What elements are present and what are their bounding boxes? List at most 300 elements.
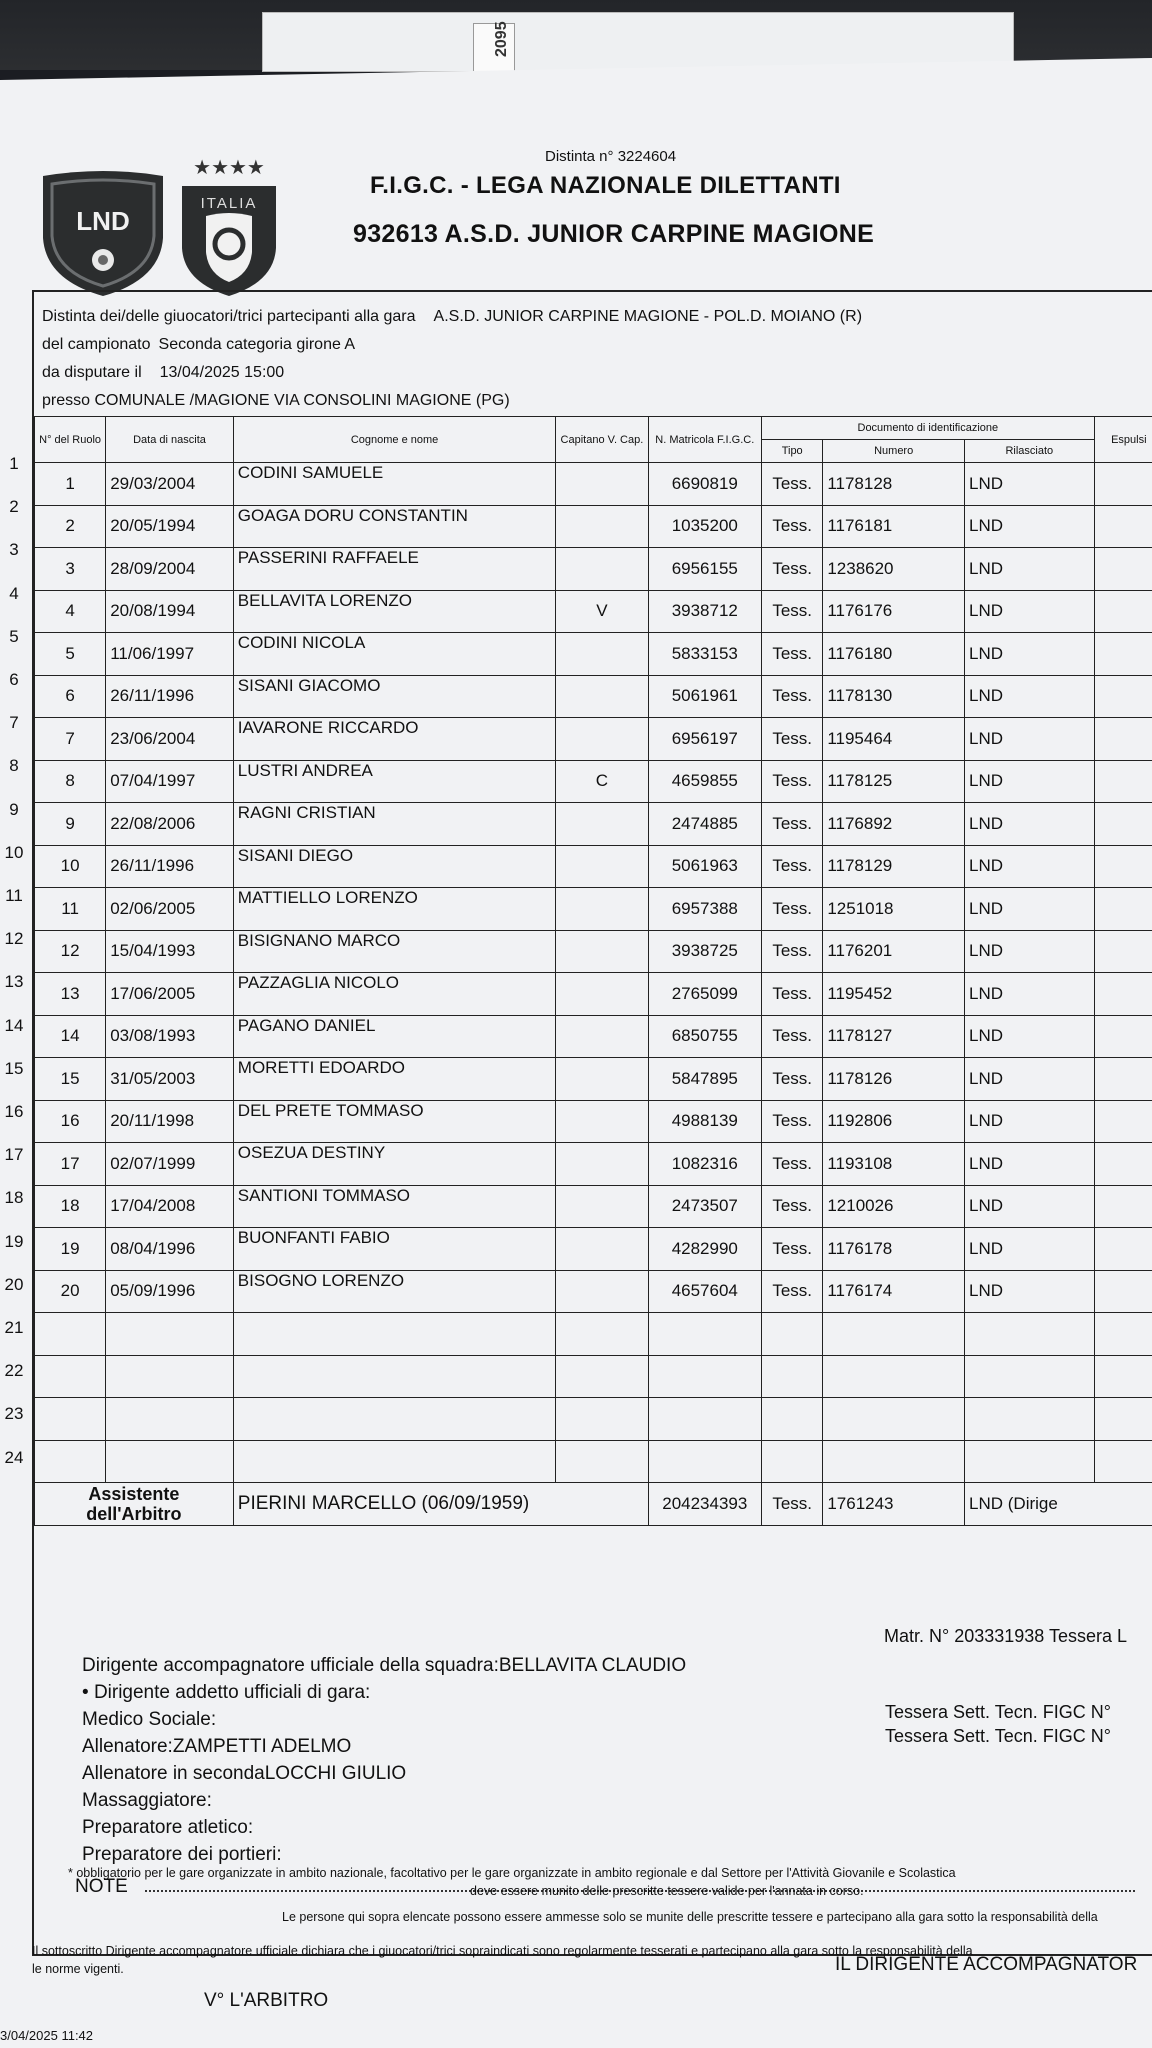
player-name: DEL PRETE TOMMASO <box>233 1100 556 1143</box>
player-captain <box>556 548 648 591</box>
player-espulsi <box>1094 1228 1152 1271</box>
player-name: BUONFANTI FABIO <box>233 1228 556 1271</box>
player-doc-numero: 1176892 <box>823 803 965 846</box>
row-number: 15 <box>4 1058 24 1078</box>
background-code-text: 2095 <box>493 21 510 57</box>
player-matricola: 2473507 <box>648 1185 762 1228</box>
row-number: 23 <box>4 1404 24 1424</box>
player-doc-rilasciato: LND <box>965 1015 1095 1058</box>
player-doc-rilasciato: LND <box>965 718 1095 761</box>
player-matricola: 6957388 <box>648 888 762 931</box>
player-name: CODINI SAMUELE <box>233 463 556 506</box>
player-doc-rilasciato: LND <box>965 888 1095 931</box>
player-name: RAGNI CRISTIAN <box>233 803 556 846</box>
player-dob: 07/04/1997 <box>106 760 234 803</box>
player-doc-tipo: Tess. <box>762 505 823 548</box>
player-name <box>233 1313 556 1356</box>
table-row <box>35 760 1152 803</box>
player-name: MORETTI EDOARDO <box>233 1058 556 1101</box>
player-doc-numero: 1195464 <box>823 718 965 761</box>
player-doc-tipo: Tess. <box>762 675 823 718</box>
player-doc-tipo <box>762 1355 823 1398</box>
row-number: 22 <box>4 1361 24 1381</box>
player-name: SANTIONI TOMMASO <box>233 1185 556 1228</box>
player-ruolo: 15 <box>35 1058 106 1101</box>
footnote-1: * obbligatorio per le gare organizzate in ambito nazionale, facoltativo per le gare organizzate in ambito regionale e dal Settore per l'Attività Giovanile e Scolastica <box>68 1866 956 1880</box>
col-documento: Documento di identificazione <box>762 417 1095 440</box>
player-dob: 20/11/1998 <box>106 1100 234 1143</box>
row-number: 13 <box>4 972 24 992</box>
col-numero: Numero <box>823 440 965 463</box>
table-row <box>35 463 1152 506</box>
staff-list <box>82 1652 686 1868</box>
player-doc-numero: 1192806 <box>823 1100 965 1143</box>
assistant-note: (Dirige <box>1007 1493 1058 1513</box>
player-matricola <box>648 1355 762 1398</box>
footnote-1b: deve essere munito delle prescritte tessere valide per l'annata in corso. <box>470 1884 864 1898</box>
col-matricola: N. Matricola F.I.G.C. <box>648 417 762 463</box>
table-row <box>35 1398 1152 1441</box>
player-doc-rilasciato: LND <box>965 1228 1095 1271</box>
player-captain <box>556 1015 648 1058</box>
player-dob: 17/06/2005 <box>106 973 234 1016</box>
player-doc-tipo: Tess. <box>762 1228 823 1271</box>
staff-allenatore: Allenatore:ZAMPETTI ADELMO <box>82 1736 352 1757</box>
table-row <box>35 1100 1152 1143</box>
table-row <box>35 1185 1152 1228</box>
row-number: 5 <box>9 626 19 646</box>
player-doc-rilasciato: LND <box>965 930 1095 973</box>
player-doc-tipo <box>762 1313 823 1356</box>
player-captain <box>556 1058 648 1101</box>
player-matricola: 4988139 <box>648 1100 762 1143</box>
player-name: IAVARONE RICCARDO <box>233 718 556 761</box>
player-espulsi <box>1094 1440 1152 1483</box>
player-dob: 20/08/1994 <box>106 590 234 633</box>
player-ruolo: 2 <box>35 505 106 548</box>
player-matricola: 5847895 <box>648 1058 762 1101</box>
table-row <box>35 505 1152 548</box>
player-name: PAGANO DANIEL <box>233 1015 556 1058</box>
player-espulsi <box>1094 590 1152 633</box>
player-doc-rilasciato: LND <box>965 675 1095 718</box>
player-matricola: 6850755 <box>648 1015 762 1058</box>
player-ruolo: 12 <box>35 930 106 973</box>
assistant-matricola: 204234393 <box>648 1483 762 1526</box>
table-row <box>35 675 1152 718</box>
table-row <box>35 1313 1152 1356</box>
player-ruolo: 6 <box>35 675 106 718</box>
player-espulsi <box>1094 718 1152 761</box>
player-doc-rilasciato: LND <box>965 1270 1095 1313</box>
player-doc-numero: 1178127 <box>823 1015 965 1058</box>
assistant-row <box>35 1483 1152 1526</box>
player-dob <box>106 1440 234 1483</box>
table-row <box>35 718 1152 761</box>
assistant-label: Assistente dell'Arbitro <box>35 1483 234 1526</box>
player-dob: 08/04/1996 <box>106 1228 234 1271</box>
row-number: 14 <box>4 1015 24 1035</box>
player-ruolo: 1 <box>35 463 106 506</box>
player-captain <box>556 1313 648 1356</box>
player-doc-numero: 1176180 <box>823 633 965 676</box>
player-matricola: 1035200 <box>648 505 762 548</box>
player-dob: 31/05/2003 <box>106 1058 234 1101</box>
player-espulsi <box>1094 1058 1152 1101</box>
photo-timestamp: 3/04/2025 11:42 <box>0 2028 94 2043</box>
staff-dirigente: Dirigente accompagnatore ufficiale della squadra:BELLAVITA CLAUDIO <box>82 1655 687 1676</box>
player-ruolo: 14 <box>35 1015 106 1058</box>
player-dob: 22/08/2006 <box>106 803 234 846</box>
player-doc-numero <box>823 1355 965 1398</box>
player-doc-rilasciato <box>965 1398 1095 1441</box>
player-captain <box>556 505 648 548</box>
player-ruolo: 10 <box>35 845 106 888</box>
referee-signature-label: V° L'ARBITRO <box>204 1990 329 2011</box>
player-espulsi <box>1094 845 1152 888</box>
match-line-3-label: da disputare il <box>42 364 142 381</box>
player-espulsi <box>1094 760 1152 803</box>
player-matricola <box>648 1440 762 1483</box>
player-captain <box>556 845 648 888</box>
row-number: 7 <box>9 713 19 733</box>
staff-massaggiatore: Massaggiatore: <box>82 1790 212 1811</box>
player-espulsi <box>1094 973 1152 1016</box>
player-espulsi <box>1094 675 1152 718</box>
player-dob <box>106 1313 234 1356</box>
player-name: LUSTRI ANDREA <box>233 760 556 803</box>
player-espulsi <box>1094 930 1152 973</box>
row-number: 21 <box>4 1318 24 1337</box>
lnd-logo <box>38 168 168 298</box>
player-doc-rilasciato: LND <box>965 1143 1095 1186</box>
player-matricola: 4657604 <box>648 1270 762 1313</box>
player-ruolo: 13 <box>35 973 106 1016</box>
table-row <box>35 973 1152 1016</box>
player-name <box>233 1440 556 1483</box>
player-matricola: 5061963 <box>648 845 762 888</box>
player-captain <box>556 803 648 846</box>
table-row <box>35 845 1152 888</box>
player-matricola <box>648 1313 762 1356</box>
player-doc-tipo: Tess. <box>762 1185 823 1228</box>
player-doc-tipo: Tess. <box>762 463 823 506</box>
player-doc-numero <box>823 1398 965 1441</box>
row-number: 3 <box>9 540 19 560</box>
player-matricola: 3938725 <box>648 930 762 973</box>
player-doc-tipo: Tess. <box>762 930 823 973</box>
staff-preparatore: Preparatore atletico: <box>82 1817 254 1838</box>
player-doc-numero: 1238620 <box>823 548 965 591</box>
row-number: 1 <box>9 454 19 473</box>
player-ruolo: 4 <box>35 590 106 633</box>
player-espulsi <box>1094 1355 1152 1398</box>
player-doc-tipo: Tess. <box>762 718 823 761</box>
background-code-label <box>473 23 515 73</box>
player-captain <box>556 1228 648 1271</box>
player-espulsi <box>1094 1015 1152 1058</box>
player-espulsi <box>1094 463 1152 506</box>
player-captain <box>556 633 648 676</box>
player-name <box>233 1398 556 1441</box>
player-dob: 05/09/1996 <box>106 1270 234 1313</box>
col-tipo: Tipo <box>762 440 823 463</box>
col-nome: Cognome e nome <box>233 417 556 463</box>
federation-title: F.I.G.C. - LEGA NAZIONALE DILETTANTI <box>370 172 841 199</box>
player-ruolo: 11 <box>35 888 106 931</box>
player-doc-numero: 1176174 <box>823 1270 965 1313</box>
player-matricola: 2474885 <box>648 803 762 846</box>
player-ruolo <box>35 1355 106 1398</box>
player-dob: 02/07/1999 <box>106 1143 234 1186</box>
player-dob: 26/11/1996 <box>106 845 234 888</box>
table-row <box>35 1228 1152 1271</box>
table-row <box>35 888 1152 931</box>
player-captain: V <box>556 590 648 633</box>
player-espulsi <box>1094 1143 1152 1186</box>
col-rilasciato: Rilasciato <box>965 440 1095 463</box>
player-doc-tipo: Tess. <box>762 845 823 888</box>
player-espulsi <box>1094 548 1152 591</box>
match-line-1 <box>42 308 862 326</box>
player-matricola: 1082316 <box>648 1143 762 1186</box>
col-ruolo: N° del Ruolo <box>35 417 106 463</box>
player-matricola: 4659855 <box>648 760 762 803</box>
note-label: NOTE <box>75 1876 128 1897</box>
match-line-3-value: 13/04/2025 15:00 <box>159 364 285 381</box>
player-doc-rilasciato: LND <box>965 463 1095 506</box>
player-doc-rilasciato: LND <box>965 633 1095 676</box>
row-number: 16 <box>4 1102 24 1121</box>
player-name: PAZZAGLIA NICOLO <box>233 973 556 1016</box>
match-line-2 <box>42 336 355 354</box>
player-doc-tipo <box>762 1440 823 1483</box>
player-doc-numero <box>823 1440 965 1483</box>
footnote-3b: le norme vigenti. <box>32 1962 124 1976</box>
player-dob: 23/06/2004 <box>106 718 234 761</box>
staff-addetto-text: Dirigente addetto ufficiali di gara: <box>93 1682 371 1703</box>
player-ruolo <box>35 1398 106 1441</box>
player-captain <box>556 718 648 761</box>
match-line-2-label: del campionato <box>42 336 151 353</box>
player-matricola: 6690819 <box>648 463 762 506</box>
italia-logo <box>176 156 282 298</box>
distinta-number: Distinta n° 3224604 <box>545 148 677 165</box>
player-matricola: 5833153 <box>648 633 762 676</box>
player-dob: 11/06/1997 <box>106 633 234 676</box>
player-ruolo: 17 <box>35 1143 106 1186</box>
assistant-rilasciato <box>965 1483 1152 1526</box>
col-capitano: Capitano V. Cap. <box>556 417 648 463</box>
player-doc-rilasciato: LND <box>965 505 1095 548</box>
row-number: 19 <box>4 1231 24 1251</box>
row-number: 10 <box>4 842 24 862</box>
player-doc-tipo: Tess. <box>762 1270 823 1313</box>
lnd-logo-text: LND <box>76 206 130 236</box>
player-captain <box>556 1355 648 1398</box>
player-doc-tipo: Tess. <box>762 888 823 931</box>
player-captain <box>556 1440 648 1483</box>
match-line-3 <box>42 364 284 382</box>
table-row <box>35 1440 1152 1483</box>
match-line-4: presso COMUNALE /MAGIONE VIA CONSOLINI MAGIONE (PG) <box>42 392 510 409</box>
player-matricola: 6956155 <box>648 548 762 591</box>
player-doc-tipo: Tess. <box>762 760 823 803</box>
player-ruolo: 3 <box>35 548 106 591</box>
player-matricola <box>648 1398 762 1441</box>
team-title: 932613 A.S.D. JUNIOR CARPINE MAGIONE <box>353 220 875 248</box>
row-number: 18 <box>4 1188 24 1208</box>
table-row <box>35 590 1152 633</box>
player-doc-rilasciato: LND <box>965 845 1095 888</box>
player-doc-tipo: Tess. <box>762 1015 823 1058</box>
player-doc-numero: 1210026 <box>823 1185 965 1228</box>
staff-allenatore2: Allenatore in secondaLOCCHI GIULIO <box>82 1763 407 1784</box>
player-doc-numero: 1176176 <box>823 590 965 633</box>
row-number: 11 <box>5 886 23 905</box>
player-dob: 02/06/2005 <box>106 888 234 931</box>
player-doc-rilasciato: LND <box>965 1185 1095 1228</box>
match-line-1-value: A.S.D. JUNIOR CARPINE MAGIONE - POL.D. MOIANO (R) <box>433 308 863 325</box>
player-dob: 28/09/2004 <box>106 548 234 591</box>
table-row <box>35 1015 1152 1058</box>
player-doc-rilasciato: LND <box>965 803 1095 846</box>
table-row <box>35 548 1152 591</box>
player-doc-rilasciato: LND <box>965 548 1095 591</box>
player-dob: 17/04/2008 <box>106 1185 234 1228</box>
player-matricola: 4282990 <box>648 1228 762 1271</box>
player-matricola: 2765099 <box>648 973 762 1016</box>
player-doc-tipo: Tess. <box>762 1100 823 1143</box>
row-number: 24 <box>4 1447 24 1467</box>
player-name: OSEZUA DESTINY <box>233 1143 556 1186</box>
table-row <box>35 930 1152 973</box>
player-doc-rilasciato <box>965 1355 1095 1398</box>
player-captain <box>556 973 648 1016</box>
player-ruolo: 18 <box>35 1185 106 1228</box>
player-ruolo: 9 <box>35 803 106 846</box>
player-doc-rilasciato: LND <box>965 590 1095 633</box>
player-doc-rilasciato: LND <box>965 760 1095 803</box>
footnote-3: Il sottoscritto Dirigente accompagnatore ufficiale dichiara che i giuocatori/trici sopraindicati sono regolarmente tesserati e partecipano alla gara sotto la responsabilità della <box>32 1944 973 1958</box>
dirigente-matricola: Matr. N° 203331938 Tessera L <box>884 1626 1128 1646</box>
player-doc-rilasciato: LND <box>965 1058 1095 1101</box>
player-doc-tipo: Tess. <box>762 803 823 846</box>
player-espulsi <box>1094 505 1152 548</box>
match-line-2-value: Seconda categoria girone A <box>158 336 356 353</box>
table-row <box>35 1143 1152 1186</box>
player-name: MATTIELLO LORENZO <box>233 888 556 931</box>
player-doc-rilasciato <box>965 1440 1095 1483</box>
player-doc-numero: 1251018 <box>823 888 965 931</box>
player-espulsi <box>1094 1185 1152 1228</box>
player-captain <box>556 1270 648 1313</box>
player-espulsi <box>1094 1313 1152 1356</box>
row-number: 4 <box>9 583 19 603</box>
player-doc-tipo: Tess. <box>762 548 823 591</box>
player-captain <box>556 1143 648 1186</box>
players-table <box>34 416 1152 1526</box>
player-ruolo: 19 <box>35 1228 106 1271</box>
player-name: BELLAVITA LORENZO <box>233 590 556 633</box>
table-row <box>35 633 1152 676</box>
player-doc-tipo: Tess. <box>762 1058 823 1101</box>
player-name <box>233 1355 556 1398</box>
player-captain <box>556 675 648 718</box>
player-doc-numero: 1178129 <box>823 845 965 888</box>
assistant-name: PIERINI MARCELLO (06/09/1959) <box>233 1483 648 1526</box>
player-dob: 15/04/1993 <box>106 930 234 973</box>
row-number: 20 <box>4 1274 24 1294</box>
player-ruolo: 20 <box>35 1270 106 1313</box>
staff-portieri: Preparatore dei portieri: <box>82 1844 282 1865</box>
player-doc-numero: 1195452 <box>823 973 965 1016</box>
player-doc-tipo: Tess. <box>762 1143 823 1186</box>
player-doc-numero: 1193108 <box>823 1143 965 1186</box>
row-number: 8 <box>9 756 19 776</box>
player-ruolo: 7 <box>35 718 106 761</box>
player-doc-numero <box>823 1313 965 1356</box>
player-doc-numero: 1178126 <box>823 1058 965 1101</box>
player-dob: 29/03/2004 <box>106 463 234 506</box>
player-doc-tipo: Tess. <box>762 973 823 1016</box>
table-row <box>35 1270 1152 1313</box>
player-doc-numero: 1178130 <box>823 675 965 718</box>
player-doc-tipo: Tess. <box>762 633 823 676</box>
player-doc-numero: 1178128 <box>823 463 965 506</box>
row-number: 9 <box>9 799 19 819</box>
player-name: BISIGNANO MARCO <box>233 930 556 973</box>
player-doc-tipo <box>762 1398 823 1441</box>
staff-medico: Medico Sociale: <box>82 1709 217 1730</box>
row-number: 6 <box>9 670 19 689</box>
player-name: SISANI GIACOMO <box>233 675 556 718</box>
player-ruolo <box>35 1440 106 1483</box>
player-name: SISANI DIEGO <box>233 845 556 888</box>
player-dob: 20/05/1994 <box>106 505 234 548</box>
player-captain <box>556 1100 648 1143</box>
player-dob <box>106 1355 234 1398</box>
player-captain: C <box>556 760 648 803</box>
italia-logo-text: ITALIA <box>200 195 258 212</box>
player-name: PASSERINI RAFFAELE <box>233 548 556 591</box>
row-number: 17 <box>4 1145 24 1165</box>
player-captain <box>556 463 648 506</box>
table-row <box>35 1355 1152 1398</box>
player-espulsi <box>1094 1398 1152 1441</box>
table-row <box>35 1058 1152 1101</box>
player-doc-tipo: Tess. <box>762 590 823 633</box>
player-matricola: 3938712 <box>648 590 762 633</box>
player-matricola: 5061961 <box>648 675 762 718</box>
player-dob <box>106 1398 234 1441</box>
player-dob: 03/08/1993 <box>106 1015 234 1058</box>
player-doc-numero: 1176178 <box>823 1228 965 1271</box>
player-doc-numero: 1176201 <box>823 930 965 973</box>
player-dob: 26/11/1996 <box>106 675 234 718</box>
match-line-1-label: Distinta dei/delle giuocatori/trici partecipanti alla gara <box>42 308 416 325</box>
player-espulsi <box>1094 633 1152 676</box>
player-captain <box>556 1398 648 1441</box>
assistant-ril-text: LND <box>969 1493 1004 1513</box>
stars-icon: ★★★★ <box>193 157 265 179</box>
player-captain <box>556 888 648 931</box>
table-row <box>35 803 1152 846</box>
player-name: BISOGNO LORENZO <box>233 1270 556 1313</box>
player-name: CODINI NICOLA <box>233 633 556 676</box>
player-doc-rilasciato: LND <box>965 1100 1095 1143</box>
player-matricola: 6956197 <box>648 718 762 761</box>
